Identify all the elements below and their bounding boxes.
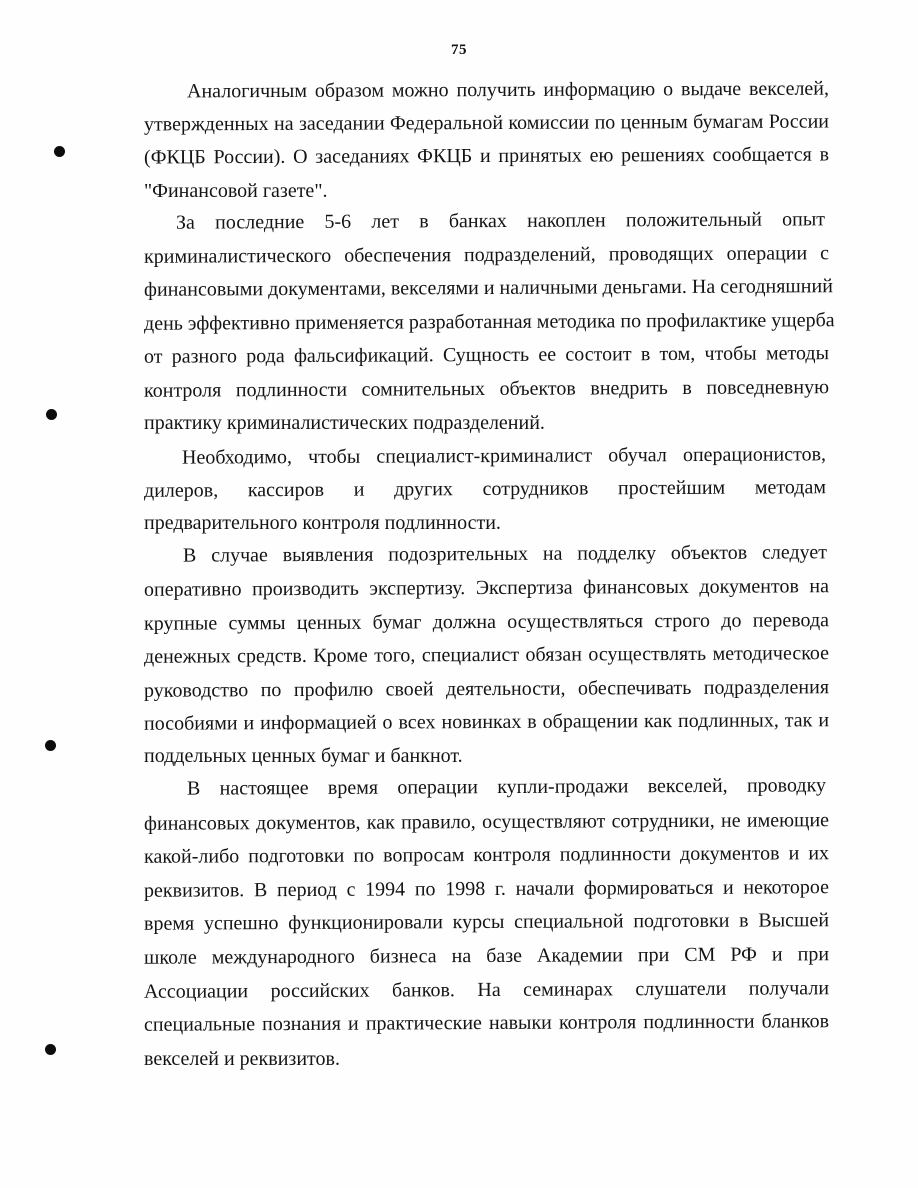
text-line: реквизитов. В период с 1994 по 1998 г. начали формироваться и некоторое	[143, 876, 830, 902]
text-line: В настоящее время операции купли-продажи векселей, проводку	[186, 774, 827, 800]
text-line: дилеров, кассиров и других сотрудников простейшим методам	[143, 476, 827, 502]
text-line: утвержденных на заседании Федеральной комиссии по ценным бумагам России	[143, 110, 830, 136]
text-line: За последние 5-6 лет в банках накоплен положительный опыт	[175, 208, 826, 234]
page-number: 75	[451, 42, 467, 58]
text-line: практику криминалистических подразделений.	[144, 412, 545, 434]
text-line: день эффективно применяется разработанная методика по профилактике ущерба	[143, 309, 835, 335]
text-line: предварительного контроля подлинности.	[144, 512, 501, 534]
text-line: пособиями и информацией о всех новинках в обращении как подлинных, так и	[143, 709, 830, 735]
text-line: векселей и реквизитов.	[144, 1048, 340, 1070]
punch-hole-mark	[54, 146, 65, 157]
text-line: поддельных ценных бумаг и банкнот.	[144, 745, 463, 767]
text-line: "Финансовой газете".	[144, 180, 328, 202]
text-line: время успешно функционировали курсы специальной подготовки в Высшей	[143, 909, 830, 935]
text-line: специальные познания и практические навыки контроля подлинности бланков	[143, 1010, 830, 1036]
text-line: финансовых документов, как правило, осуществляют сотрудники, не имеющие	[143, 809, 830, 835]
text-line: Ассоциации российских банков. На семинарах слушатели получали	[143, 977, 830, 1003]
text-line: В случае выявления подозрительных на подделку объектов следует	[182, 541, 828, 567]
text-line: оперативно производить экспертизу. Экспертиза финансовых документов на	[143, 575, 830, 601]
punch-hole-mark	[45, 740, 56, 751]
text-line: контроля подлинности сомнительных объектов внедрить в повседневную	[143, 376, 830, 402]
text-line: денежных средств. Кроме того, специалист обязан осуществлять методическое	[143, 642, 830, 668]
text-line: от разного рода фальсификаций. Сущность ее состоит в том, чтобы методы	[143, 342, 830, 368]
text-line: школе международного бизнеса на базе Академии при СМ РФ и при	[143, 943, 830, 969]
text-line: криминалистического обеспечения подразделений, проводящих операции с	[143, 242, 830, 268]
text-line: (ФКЦБ России). О заседаниях ФКЦБ и принятых ею решениях сообщается в	[143, 143, 830, 169]
punch-hole-mark	[46, 409, 57, 420]
text-line: какой-либо подготовки по вопросам контроля подлинности документов и их	[143, 842, 830, 868]
text-line: руководство по профилю своей деятельности, обеспечивать подразделения	[143, 676, 830, 702]
text-line: Необходимо, чтобы специалист-криминалист обучал операционистов,	[181, 443, 827, 469]
text-line: финансовыми документами, векселями и наличными деньгами. На сегодняшний	[143, 275, 833, 301]
text-line: Аналогичным образом можно получить информацию о выдаче векселей,	[186, 77, 830, 103]
text-line: крупные суммы ценных бумаг должна осуществляться строго до перевода	[143, 609, 830, 635]
punch-hole-mark	[45, 1044, 56, 1055]
